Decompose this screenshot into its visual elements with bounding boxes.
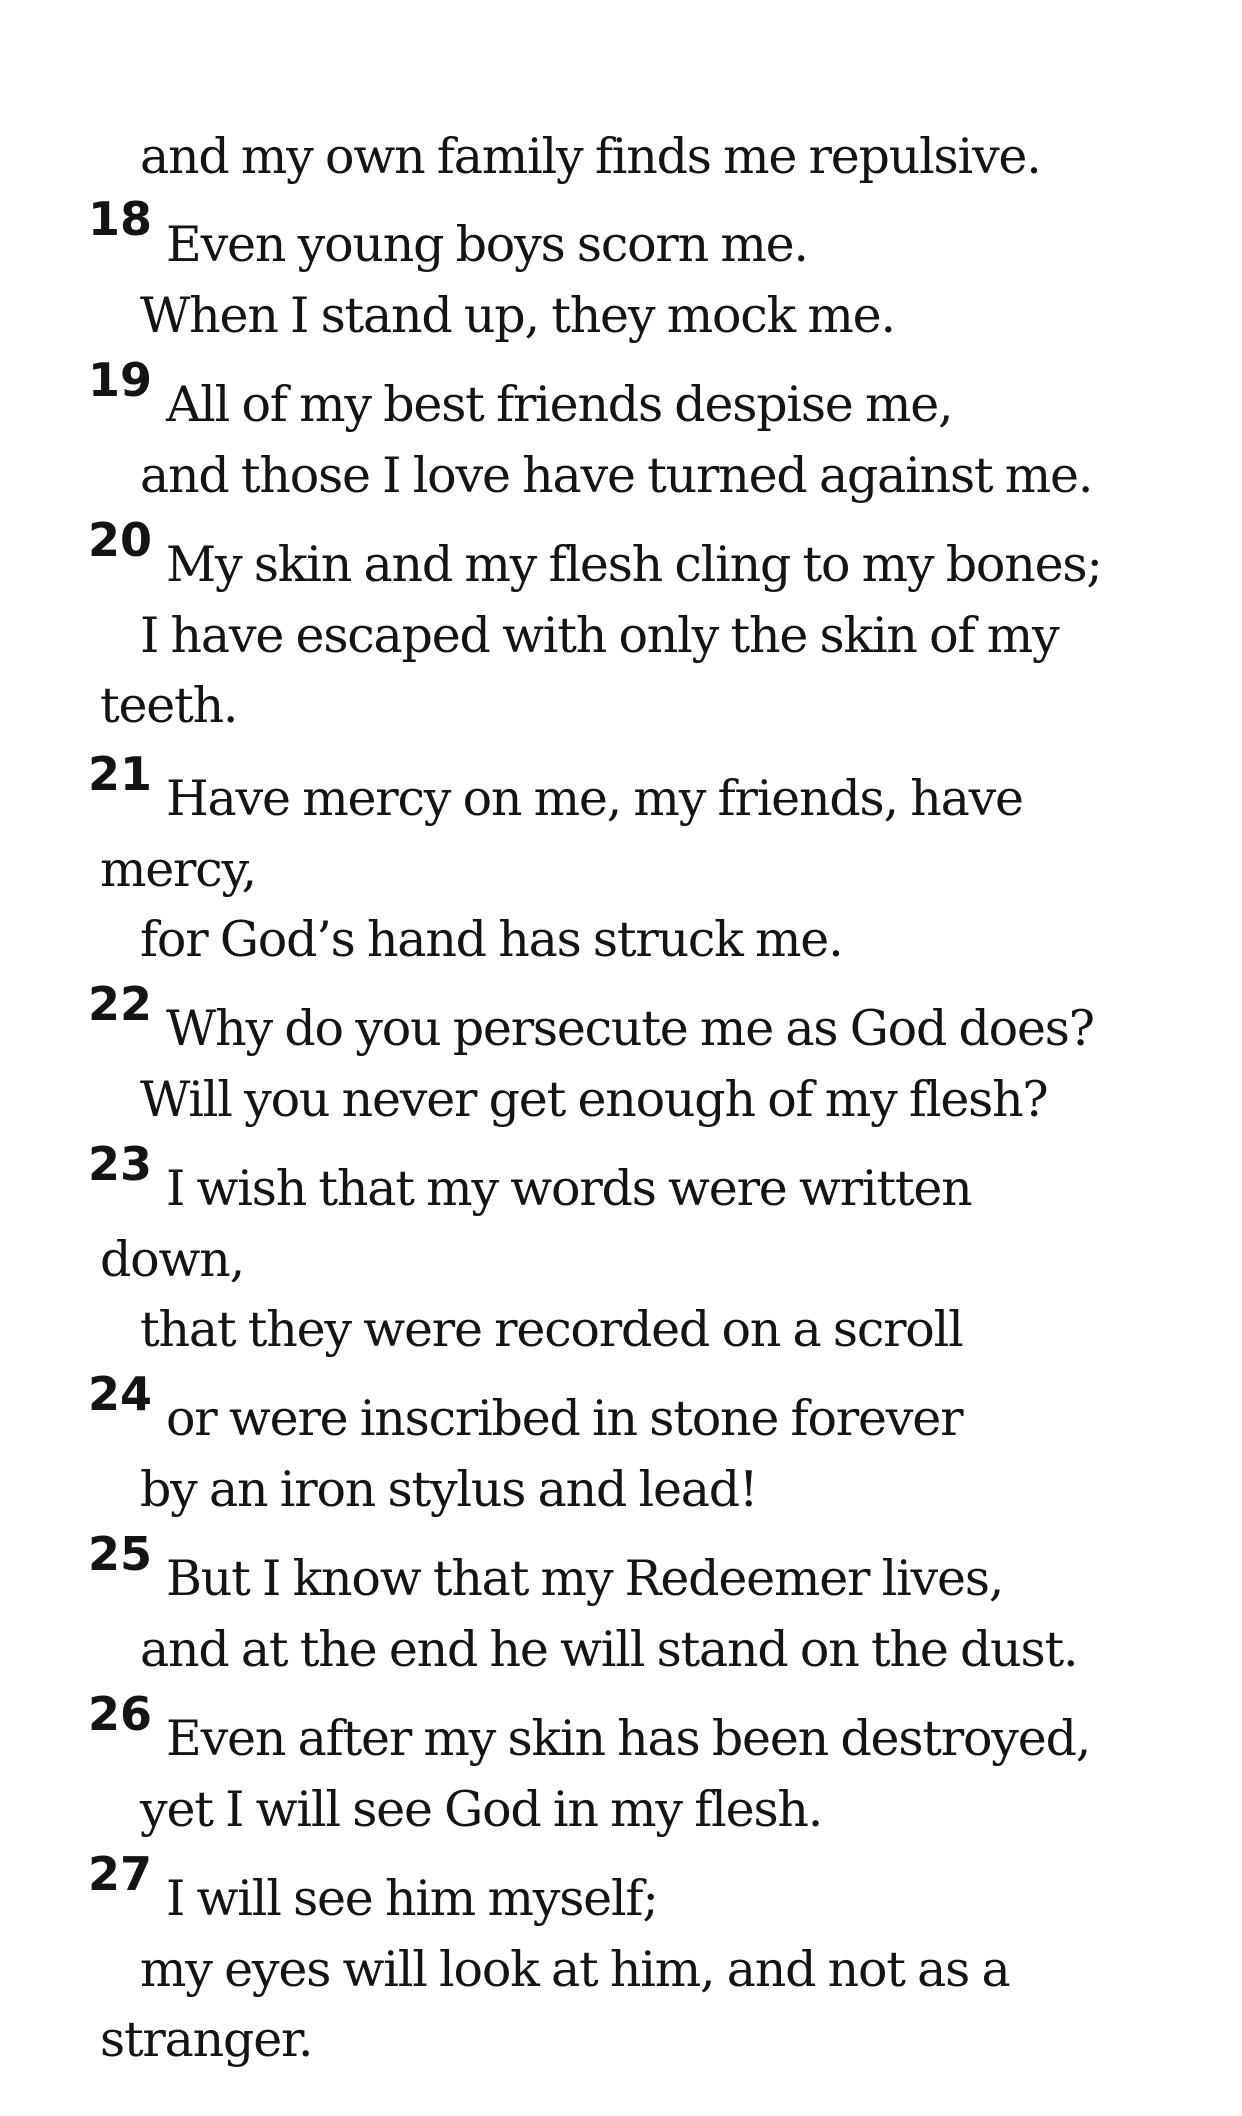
- text-line: stranger.: [100, 2011, 313, 2068]
- text-line: and my own family finds me repulsive.: [140, 128, 1041, 185]
- text-line: teeth.: [100, 677, 238, 734]
- verse-number-20: 20: [88, 513, 153, 567]
- text-line: I have escaped with only the skin of my: [140, 607, 1059, 664]
- text-line: mercy,: [100, 841, 256, 898]
- verse-number-24: 24: [88, 1367, 153, 1421]
- verse-number-25: 25: [88, 1527, 153, 1581]
- text-line: my eyes will look at him, and not as a: [140, 1941, 1010, 1998]
- text-line: My skin and my flesh cling to my bones;: [166, 536, 1102, 593]
- text-line: Even after my skin has been destroyed,: [166, 1710, 1091, 1767]
- text-line: or were inscribed in stone forever: [166, 1390, 963, 1447]
- text-line: Why do you persecute me as God does?: [166, 1000, 1094, 1057]
- text-line: and at the end he will stand on the dust.: [140, 1621, 1078, 1678]
- text-line: Even young boys scorn me.: [166, 216, 808, 273]
- text-line: Have mercy on me, my friends, have: [166, 770, 1023, 827]
- text-line: that they were recorded on a scroll: [140, 1301, 963, 1358]
- text-line: and those I love have turned against me.: [140, 447, 1093, 504]
- verse-number-18: 18: [88, 192, 153, 246]
- text-line: down,: [100, 1231, 244, 1288]
- text-line: I wish that my words were written: [166, 1160, 972, 1217]
- verse-number-19: 19: [88, 353, 153, 407]
- verse-number-26: 26: [88, 1687, 153, 1741]
- verse-number-22: 22: [88, 977, 153, 1031]
- text-line: Will you never get enough of my flesh?: [140, 1071, 1048, 1128]
- verse-number-23: 23: [88, 1137, 153, 1191]
- text-line: All of my best friends despise me,: [166, 376, 953, 433]
- text-line: for God’s hand has struck me.: [140, 911, 843, 968]
- text-line: I will see him myself;: [166, 1870, 658, 1927]
- text-line: yet I will see God in my flesh.: [140, 1781, 823, 1838]
- verse-number-27: 27: [88, 1847, 153, 1901]
- text-line: When I stand up, they mock me.: [140, 287, 895, 344]
- text-line: But I know that my Redeemer lives,: [166, 1550, 1004, 1607]
- text-line: by an iron stylus and lead!: [140, 1461, 758, 1518]
- verse-number-21: 21: [88, 747, 153, 801]
